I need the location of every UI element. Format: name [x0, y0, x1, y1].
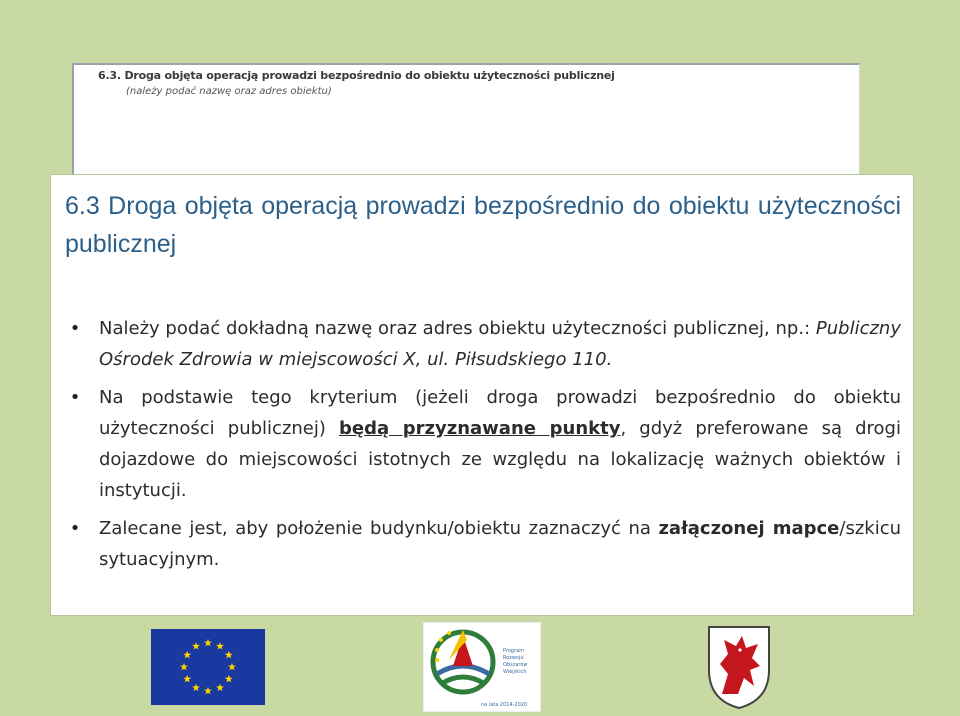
prow-logo-icon: [423, 622, 541, 712]
prow-text-1: Program: [503, 648, 525, 654]
prow-text-2: Rozwoju: [503, 655, 524, 661]
bullet-text: Na podstawie tego kryterium (jeżeli droga prowadzi bezpośrednio do obiektu użyteczności publicznej): [99, 387, 901, 439]
logo-strip: [0, 620, 960, 716]
form-snippet-image: [72, 63, 860, 185]
bullet-list: [65, 313, 901, 582]
page-title: 6.3 Droga objęta operacją prowadzi bezpośrednio do obiektu użyteczności publicznej: [65, 192, 901, 258]
griffin-coat-of-arms-icon: [706, 624, 772, 710]
bullet-text: /szkicu sytuacyjnym.: [99, 518, 902, 570]
bullet-item-address: [65, 313, 901, 375]
bullet-dot: •: [69, 518, 81, 539]
prow-text-3: Obszarów: [503, 662, 528, 668]
bullet-item-criterion: [65, 382, 901, 506]
emphasis-text: będą przyznawane punkty: [339, 418, 621, 439]
bullet-item-map: [65, 513, 901, 575]
bullet-dot: •: [69, 387, 81, 408]
bullet-text: Zalecane jest, aby położenie budynku/obiektu zaznaczyć na: [99, 518, 659, 539]
prow-text-4: Wiejskich: [503, 669, 527, 675]
bold-text: załączonej mapce: [658, 518, 840, 539]
example-text: Publiczny Ośrodek Zdrowia w miejscowości X, ul. Piłsudskiego 110.: [99, 318, 901, 370]
form-snippet-subheading: (należy podać nazwę oraz adres obiektu): [126, 86, 332, 97]
eu-flag-icon: [151, 629, 265, 705]
bullet-text: , gdyż preferowane są drogi dojazdowe do miejscowości istotnych ze względu na lokalizację ważnych obiektów i instytucji.: [99, 418, 901, 501]
bullet-dot: •: [69, 318, 81, 339]
bullet-text: Należy podać dokładną nazwę oraz adres obiektu użyteczności publicznej, np.:: [99, 318, 816, 339]
prow-years: na lata 2014-2020: [481, 702, 528, 708]
content-card: [50, 174, 914, 616]
form-snippet-heading: 6.3. Droga objęta operacją prowadzi bezpośrednio do obiektu użyteczności publicznej: [98, 69, 615, 82]
